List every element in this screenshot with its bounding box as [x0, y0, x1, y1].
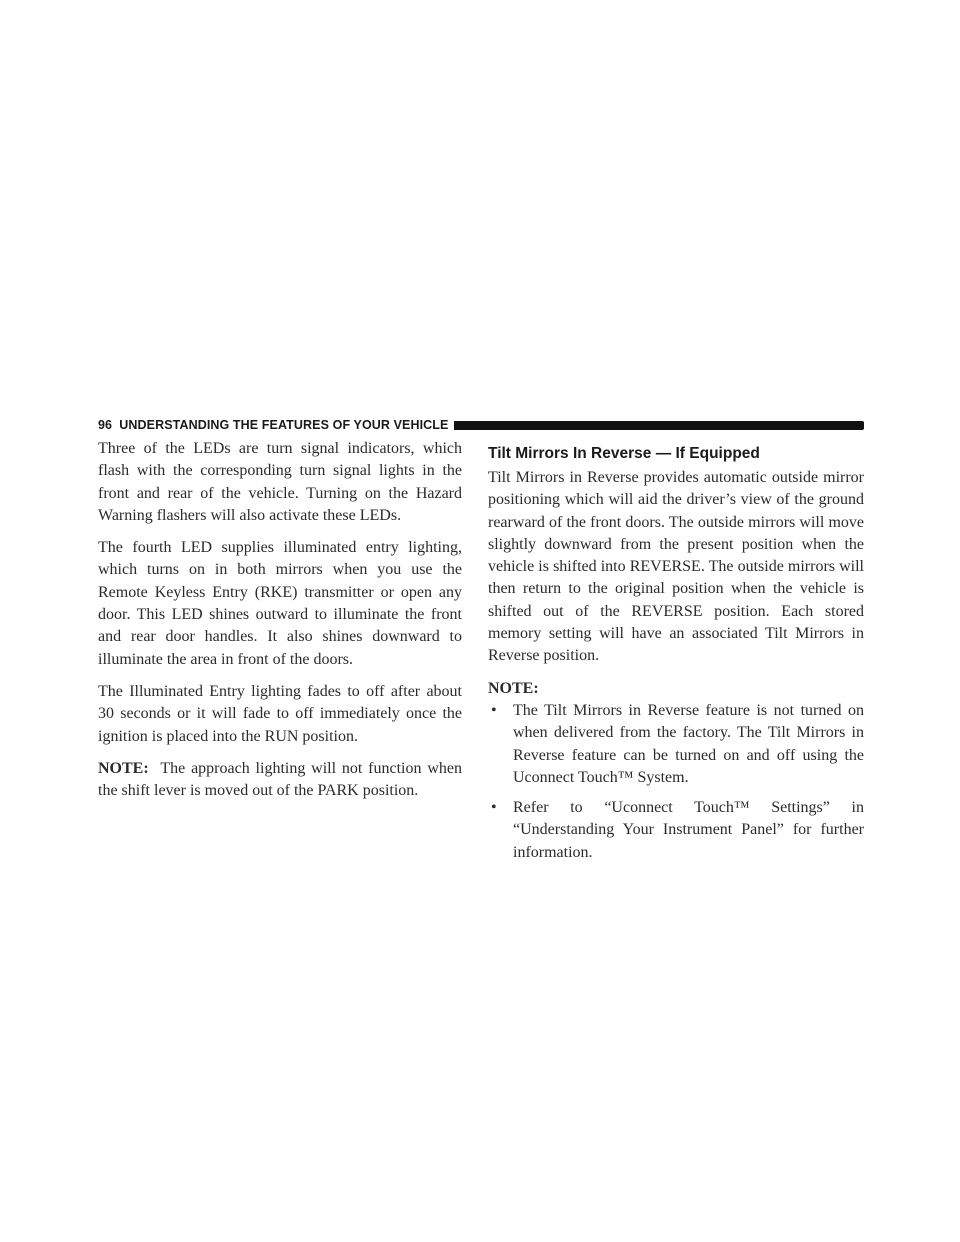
paragraph-entry-lighting-led: The fourth LED supplies illuminated entry lighting, which turns on in both mirrors when you use the Remote Keyless Entry (RKE) transmitter or open any door. This LED shines outward to illuminate the front and rear door handles. It also shines downward to illuminate the area in front of the doors. [98, 539, 462, 668]
note-label: NOTE: [98, 759, 149, 777]
page-header [98, 416, 864, 434]
page-number: 96 [98, 418, 113, 432]
page-header-text [98, 418, 448, 432]
note-bullet-list [488, 700, 864, 864]
paragraph-tilt-mirrors: Tilt Mirrors in Reverse provides automatic outside mirror positioning which will aid the driver’s view of the ground rearward of the front doors. The outside mirrors will move slightly downward from the present position when the vehicle is shifted into REVERSE. The outside mirrors will then return to the original position when the vehicle is shifted out of the REVERSE position. Each stored memory setting will have an associated Tilt Mirrors in Reverse position. [488, 469, 864, 665]
bullet-item [488, 797, 864, 864]
note-text: The approach lighting will not function when the shift lever is moved out of the PARK position. [98, 759, 462, 800]
bullet-dot-icon: • [491, 701, 497, 719]
paragraph-entry-lighting-fade: The Illuminated Entry lighting fades to off after about 30 seconds or it will fade to off immediately once the ignition is placed into the RUN position. [98, 682, 462, 745]
bullet-item [488, 700, 864, 789]
chapter-title: UNDERSTANDING THE FEATURES OF YOUR VEHICLE [119, 418, 449, 432]
bullet-text: Refer to “Uconnect Touch™ Settings” in “Understanding Your Instrument Panel” for further information. [513, 799, 864, 861]
section-heading-tilt-mirrors: Tilt Mirrors In Reverse — If Equipped [488, 445, 760, 462]
left-column [98, 438, 462, 812]
right-column [488, 438, 864, 872]
paragraph-turn-signal-leds: Three of the LEDs are turn signal indicators, which flash with the corresponding turn signal lights in the front and rear of the vehicle. Turning on the Hazard Warning flashers will also activate these LEDs. [98, 440, 462, 524]
bullet-dot-icon: • [491, 799, 497, 817]
note-label: NOTE: [488, 679, 539, 697]
note-approach-lighting [98, 758, 462, 803]
bullet-text: The Tilt Mirrors in Reverse feature is not turned on when delivered from the factory. The Tilt Mirrors in Reverse feature can be turned on and off using the Uconnect Touch™ System. [513, 701, 864, 786]
header-rule [454, 421, 864, 430]
